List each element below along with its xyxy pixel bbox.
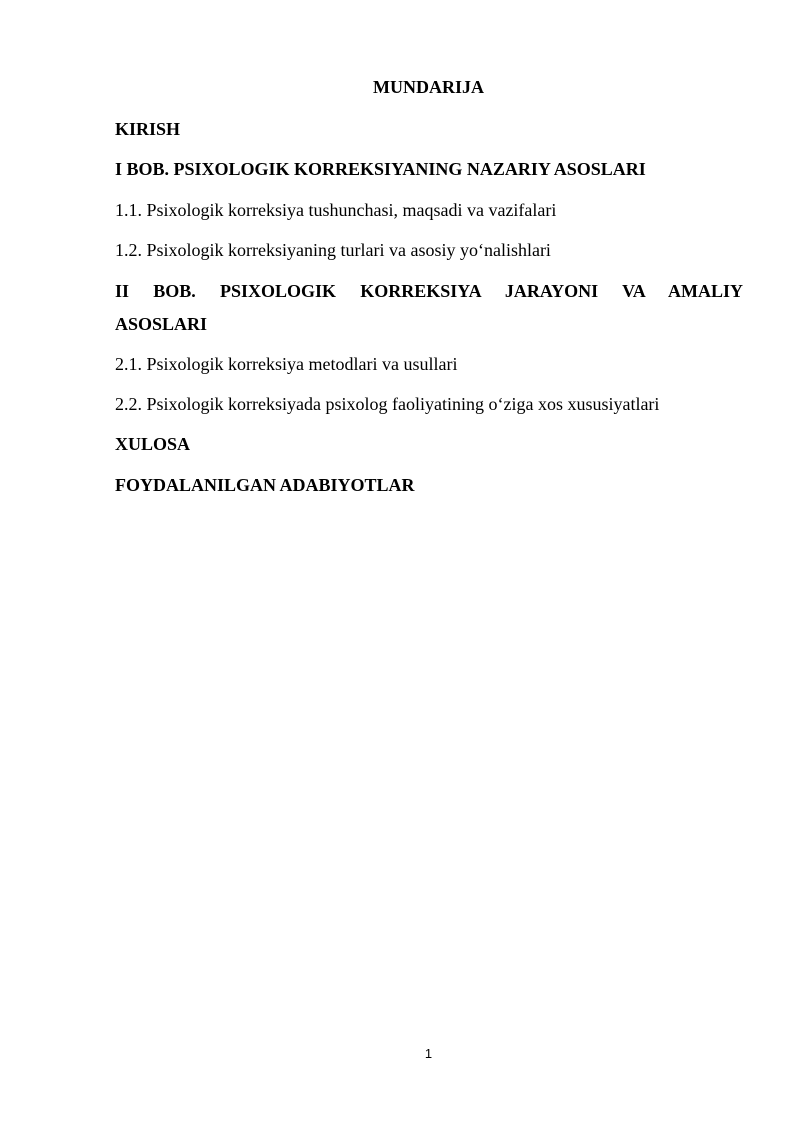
toc-item-chapter-2-continued: ASOSLARI (115, 314, 208, 334)
toc-item-references: FOYDALANILGAN ADABIYOTLAR (115, 475, 415, 495)
toc-item-conclusion: XULOSA (115, 434, 191, 454)
toc-item-chapter-2: II BOB. PSIXOLOGIK KORREKSIYA JARAYONI VA AMALIY (115, 281, 743, 301)
toc-item-introduction: KIRISH (115, 119, 181, 139)
toc-item-section-2-2: 2.2. Psixologik korreksiyada psixolog faoliyatining o‘ziga xos xususiyatlari (115, 394, 660, 414)
toc-item-section-2-1: 2.1. Psixologik korreksiya metodlari va usullari (115, 354, 458, 374)
page-number: 1 (424, 1046, 433, 1061)
page-title: MUNDARIJA (373, 77, 484, 97)
toc-item-section-1-1: 1.1. Psixologik korreksiya tushunchasi, maqsadi va vazifalari (115, 200, 557, 220)
toc-item-section-1-2: 1.2. Psixologik korreksiyaning turlari va asosiy yo‘nalishlari (115, 240, 551, 260)
toc-item-chapter-1: I BOB. PSIXOLOGIK KORREKSIYANING NAZARIY ASOSLARI (115, 159, 646, 179)
